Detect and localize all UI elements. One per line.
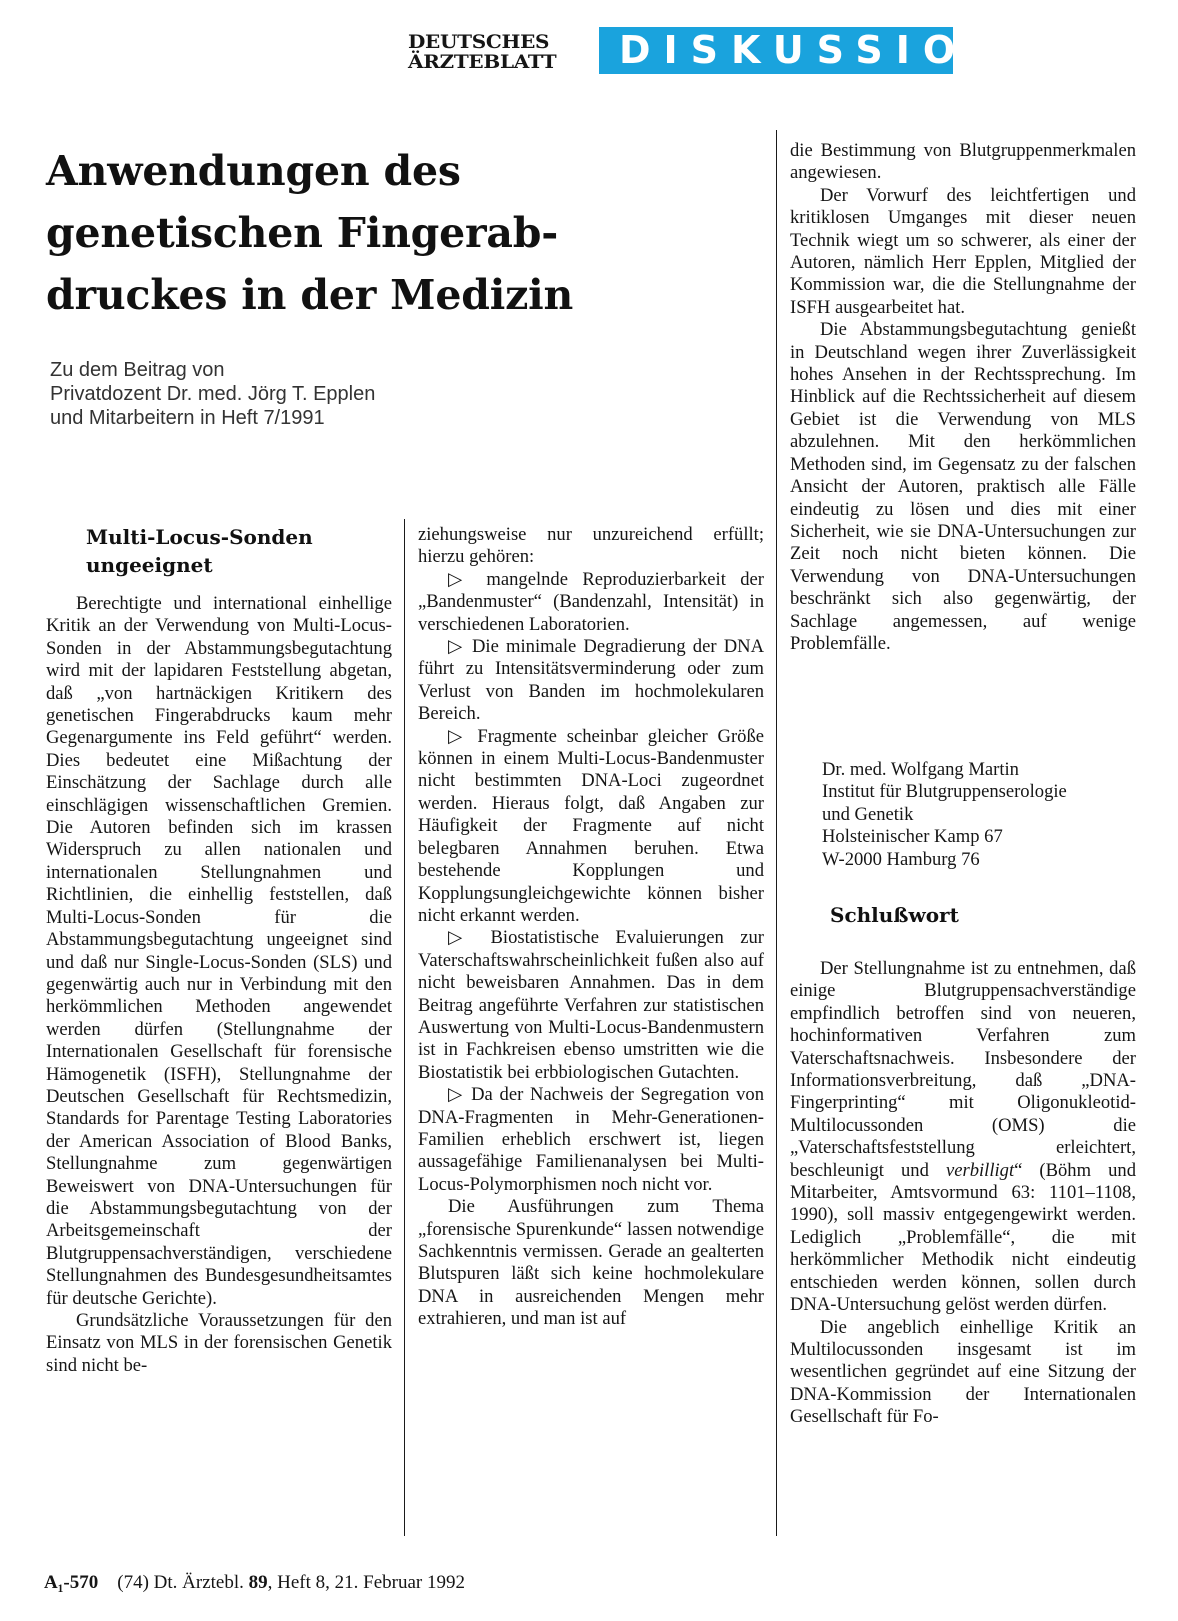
journal-masthead bbox=[408, 32, 588, 72]
footer-citation: (74) Dt. Ärztebl. bbox=[117, 1572, 249, 1593]
footer-volume: 89 bbox=[248, 1572, 268, 1593]
contact-line: Institut für Blutgruppenserologie bbox=[822, 781, 1067, 803]
title-line: Anwendungen des bbox=[46, 147, 461, 195]
paragraph: ziehungsweise nur unzureichend erfüllt; hierzu gehören: bbox=[418, 524, 764, 568]
masthead-line-2: ÄRZTEBLATT bbox=[408, 50, 557, 73]
bullet-paragraph: ▷ Die minimale Degradierung der DNA führt zu Intensitätsverminderung oder zum Verlust von Banden im hochmolekularen Bereich. bbox=[418, 636, 764, 725]
paragraph: die Bestimmung von Blutgruppenmerkmalen angewiesen. bbox=[790, 140, 1136, 184]
text-column-3 bbox=[790, 140, 1136, 655]
subtitle-line: Privatdozent Dr. med. Jörg T. Epplen bbox=[50, 383, 376, 405]
contact-line: Dr. med. Wolfgang Martin bbox=[822, 759, 1019, 780]
footer-issue: , Heft 8, 21. Februar 1992 bbox=[267, 1572, 465, 1593]
contact-line: Holsteinischer Kamp 67 bbox=[822, 826, 1003, 848]
emphasis: verbilligt bbox=[945, 1159, 1015, 1181]
masthead-line-1: DEUTSCHES bbox=[408, 30, 550, 53]
paragraph: Grundsätzliche Voraussetzungen für den Einsatz von MLS in der forensischen Genetik sind nicht be- bbox=[46, 1310, 392, 1376]
text-column-3-reply bbox=[790, 958, 1136, 1429]
bullet-paragraph: ▷ Fragmente scheinbar gleicher Größe können in einem Multi-Locus-Bandenmuster nicht bestimmten DNA-Loci zugeordnet werden. Hieraus folgt, daß Angaben zur Häufigkeit der Fragmente auf nicht belegbaren Annahmen beruhen. Etwa bestehende Kopplungen und Kopplungsungleichgewichte können bisher nicht erkannt werden. bbox=[418, 725, 764, 926]
article-title bbox=[46, 140, 686, 326]
title-line: druckes in der Medizin bbox=[46, 271, 574, 319]
column-divider bbox=[776, 130, 777, 1536]
page-footer bbox=[44, 1572, 644, 1594]
text-column-2 bbox=[418, 524, 764, 1331]
subtitle-line: und Mitarbeitern in Heft 7/1991 bbox=[50, 407, 325, 429]
paragraph bbox=[790, 958, 1136, 1317]
article-subtitle bbox=[50, 358, 530, 430]
subtitle-line: Zu dem Beitrag von bbox=[50, 359, 225, 381]
bullet-paragraph: ▷ Da der Nachweis der Segregation von DNA-Fragmenten in Mehr-Generationen-Familien erheblich erschwert ist, liegen aussagefähige Familienanalysen bei Multi-Locus-Polymorphismen noch nicht vor. bbox=[418, 1084, 764, 1195]
page-number: A₁-570 bbox=[44, 1572, 99, 1593]
section-label: DISKUSSION bbox=[599, 27, 953, 74]
contact-line: und Genetik bbox=[822, 803, 914, 825]
paragraph: Die angeblich einhellige Kritik an Multilocussonden insgesamt ist im wesentlichen gegründet auf eine Sitzung der DNA-Kommission der Internationalen Gesellschaft für Fo- bbox=[790, 1316, 1136, 1428]
bullet-paragraph: ▷ mangelnde Reproduzierbarkeit der „Bandenmuster“ (Bandenzahl, Intensität) in verschiedenen Laboratorien. bbox=[418, 568, 764, 635]
paragraph: Der Vorwurf des leichtfertigen und kritiklosen Umganges mit dieser neuen Technik wiegt um so schwerer, als einer der Autoren, nämlich Herr Epplen, Mitglied der Kommission war, die die Stellungnahme der ISFH ausgearbeitet hat. bbox=[790, 184, 1136, 318]
reply-text: “ (Böhm und Mitarbeiter, Amtsvormund 63: 1101–1108, 1990), soll massiv entgegengewirkt werden. Lediglich „Problemfälle“, die mit herkömmlicher Methodik nicht eindeutig entschieden werden können, sollen durch DNA-Untersuchung gelöst werden dürfen. bbox=[790, 1159, 1136, 1316]
section-heading-2: Schlußwort bbox=[830, 903, 959, 927]
column-divider bbox=[404, 519, 405, 1536]
paragraph: Die Abstammungsbegutachtung genießt in Deutschland wegen ihrer Zuverlässigkeit hohes Ansehen in der Rechtssprechung. Im Hinblick auf die Rechtssicherheit auf diesem Gebiet ist die Verwendung von MLS abzulehnen. Mit den herkömmlichen Methoden sind, im Gegensatz zu der falschen Ansicht der Autoren, praktisch alle Fälle eindeutig zu lösen und dies mit einer Sicherheit, wie sie DNA-Untersuchungen zur Zeit noch nicht bieten können. Die Verwendung von DNA-Untersuchungen beschränkt sich also gegenwärtig, der Sachlage angemessen, auf wenige Problemfälle. bbox=[790, 319, 1136, 654]
paragraph: Die Ausführungen zum Thema „forensische Spurenkunde“ lassen notwendige Sachkenntnis vermissen. Gerade an gealterten Blutspuren läßt sich keine hochmolekulare DNA in ausreichenden Mengen mehr extrahieren, und man ist auf bbox=[418, 1196, 764, 1330]
section-heading-1: Multi-Locus-Sonden ungeeignet bbox=[86, 525, 313, 577]
bullet-paragraph: ▷ Biostatistische Evaluierungen zur Vaterschaftswahrscheinlichkeit fußen also auf nicht beweisbaren Annahmen. Das in dem Beitrag angeführte Verfahren zur statistischen Auswertung von Multi-Locus-Bandenmustern ist in Fachkreisen ebenso umstritten wie die Biostatistik bei erbbiologischen Gutachten. bbox=[418, 927, 764, 1083]
author-contact bbox=[822, 759, 1132, 871]
contact-line: W-2000 Hamburg 76 bbox=[822, 848, 980, 870]
title-line: genetischen Fingerab- bbox=[46, 209, 559, 257]
text-column-1 bbox=[46, 593, 392, 1377]
reply-text: Der Stellungnahme ist zu entnehmen, daß einige Blutgruppensachverständige empfindlich betroffen sind von neueren, hochinformativen Verfahren zum Vaterschaftsnachweis. Insbesondere der Informationsverbreitung, daß „DNA-Fingerprinting“ mit Oligonukleotid-Multilocussonden (OMS) die „Vaterschaftsfeststellung erleichtert, beschleunigt und bbox=[790, 958, 1136, 1181]
paragraph: Berechtigte und international einhellige Kritik an der Verwendung von Multi-Locus-Sonden in der Abstammungsbegutachtung wird mit der lapidaren Feststellung abgetan, daß „von hartnäckigen Kritikern des genetischen Fingerabdrucks kaum mehr Gegenargumente ins Feld geführt“ werden. Dies bedeutet eine Mißachtung der Einschätzung der Sachlage durch alle einschlägigen wissenschaftlichen Gremien. Die Autoren befinden sich im krassen Widerspruch zu allen nationalen und internationalen Stellungnahmen und Richtlinien, die einhellig feststellen, daß Multi-Locus-Sonden für die Abstammungsbegutachtung ungeeignet sind und daß nur Single-Locus-Sonden (SLS) und gegenwärtig auch nur in Verbindung mit den herkömmlichen Methoden angewendet werden dürfen (Stellungnahme der Internationalen Gesellschaft für forensische Hämogenetik (ISFH), Stellungnahme der Deutschen Gesellschaft für Rechtsmedizin, Standards for Parentage Testing Laboratories der American Association of Blood Banks, Stellungnahme zum gegenwärtigen Beweiswert von DNA-Untersuchungen für die Abstammungsbegutachtung von der Arbeitsgemeinschaft der Blutgruppensachverständigen, verschiedene Stellungnahmen des Bundesgesundheitsamtes für deutsche Gerichte). bbox=[46, 593, 392, 1309]
